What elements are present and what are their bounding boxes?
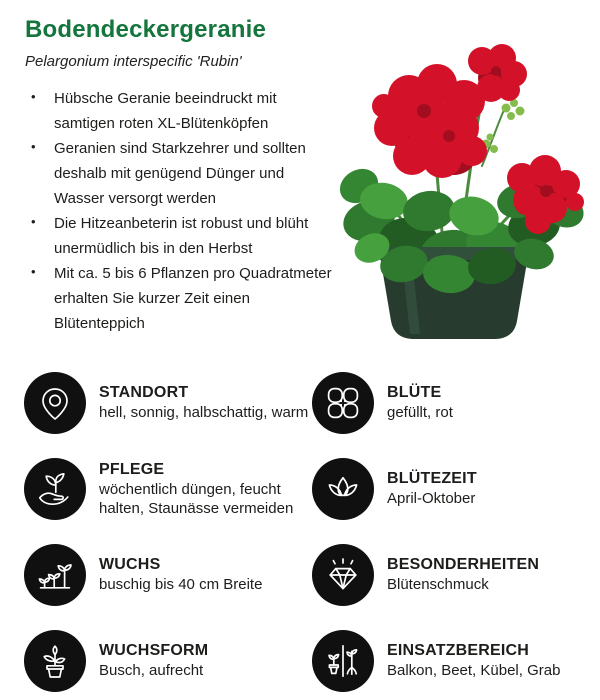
- feature-label: PFLEGE: [99, 460, 165, 478]
- feature-bluetezeit: [312, 458, 600, 520]
- feature-value: Blütenschmuck: [387, 576, 489, 594]
- botanical-name: Pelargonium interspecific 'Rubin': [25, 52, 242, 70]
- feature-wuchsform: [24, 630, 312, 692]
- feature-label: WUCHS: [99, 556, 161, 574]
- feature-value: hell, sonnig, halbschattig, warm: [99, 404, 309, 422]
- product-text-block: [25, 16, 335, 336]
- description-bullet-list: [25, 86, 335, 336]
- lotus-icon: [312, 458, 374, 520]
- bullet-marker: •: [31, 88, 36, 104]
- feature-value: gefüllt, rot: [387, 404, 453, 422]
- flower-buds: [482, 99, 525, 153]
- list-item-text: Die Hitzeanbeterin ist robust und blüht unermüdlich bis in den Herbst: [54, 214, 309, 257]
- feature-label: BLÜTEZEIT: [387, 470, 477, 488]
- list-item-text: Mit ca. 5 bis 6 Pflanzen pro Quadratmeter erhalten Sie kurzer Zeit einen Blütenteppich: [54, 264, 332, 333]
- feature-value: April-Oktober: [387, 490, 476, 508]
- list-item: [25, 261, 335, 336]
- feature-value: Busch, aufrecht: [99, 662, 204, 680]
- hand-plant-icon: [24, 458, 86, 520]
- feature-value: Balkon, Beet, Kübel, Grab: [387, 662, 561, 680]
- feature-label: EINSATZBEREICH: [387, 642, 530, 660]
- feature-label: BESONDERHEITEN: [387, 556, 540, 574]
- potted-plant-icon: [24, 630, 86, 692]
- feature-grid: [0, 368, 600, 692]
- feature-wuchs: [24, 544, 312, 606]
- planting-area-icon: [312, 630, 374, 692]
- feature-bluete: [312, 372, 600, 434]
- bullet-marker: •: [31, 138, 36, 154]
- list-item-text: Hübsche Geranie beeindruckt mit samtigen roten XL-Blütenköpfen: [54, 89, 277, 132]
- list-item: [25, 86, 335, 136]
- feature-pflege: [24, 458, 312, 520]
- feature-standort: [24, 372, 312, 434]
- location-pin-icon: [24, 372, 86, 434]
- feature-label: WUCHSFORM: [99, 642, 209, 660]
- plant-photo: [324, 16, 592, 358]
- feature-value: wöchentlich düngen, feucht halten, Staunässe vermeiden: [99, 480, 294, 517]
- diamond-icon: [312, 544, 374, 606]
- list-item: [25, 136, 335, 211]
- flower-icon: [312, 372, 374, 434]
- page-title: Bodendeckergeranie: [25, 16, 267, 43]
- feature-label: BLÜTE: [387, 384, 442, 402]
- list-item: [25, 211, 335, 261]
- feature-label: STANDORT: [99, 384, 189, 402]
- feature-value: buschig bis 40 cm Breite: [99, 576, 263, 594]
- bullet-marker: •: [31, 263, 36, 279]
- growth-icon: [24, 544, 86, 606]
- feature-besonderheiten: [312, 544, 600, 606]
- flower-cluster: [372, 64, 487, 178]
- bullet-marker: •: [31, 213, 36, 229]
- feature-einsatzbereich: [312, 630, 600, 692]
- geranium-illustration: [324, 16, 592, 358]
- list-item-text: Geranien sind Starkzehrer und sollten deshalb mit genügend Dünger und Wasser versorgt werden: [54, 139, 306, 207]
